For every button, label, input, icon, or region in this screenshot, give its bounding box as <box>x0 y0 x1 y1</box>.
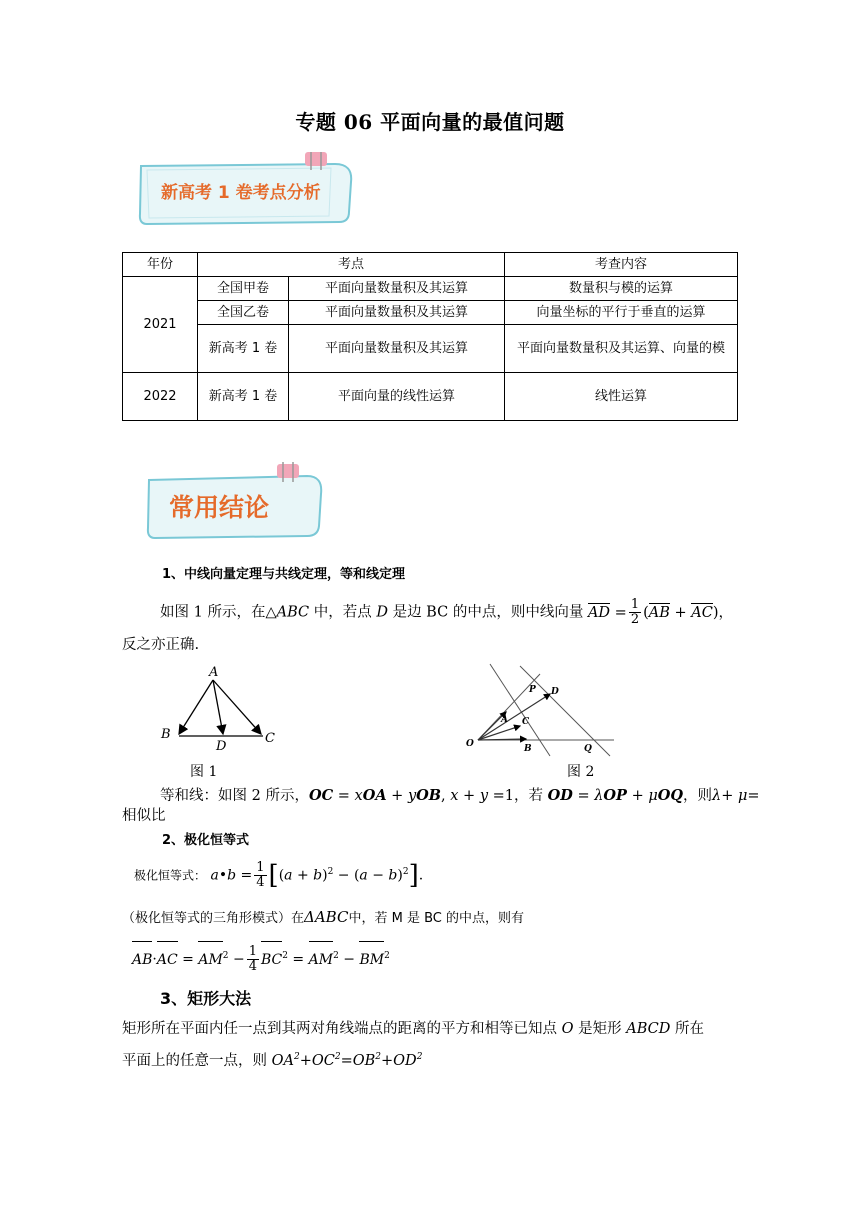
exam-analysis-table <box>122 252 738 421</box>
cell-point: 平面向量数量积及其运算 <box>289 325 505 373</box>
cell-content: 向量坐标的平行于垂直的运算 <box>505 301 738 325</box>
label-C: C <box>265 731 275 746</box>
text: 极化恒等式： <box>134 868 207 883</box>
th-content: 考查内容 <box>505 253 738 277</box>
figure-2-equal-sum-lines <box>460 660 620 760</box>
triangle-mode-paragraph: （极化恒等式的三角形模式）在ΔABC中，若 M 是 BC 的中点，则有 <box>122 908 524 926</box>
th-point: 考点 <box>198 253 505 277</box>
text: 平面上的任意一点，则 <box>122 1052 272 1069</box>
label-P: P <box>529 685 536 695</box>
table-row <box>123 325 738 373</box>
banner-text: 新高考 1 卷考点分析 <box>161 183 321 203</box>
banner-text: 常用结论 <box>169 493 270 522</box>
label-Q: Q <box>584 744 592 754</box>
section-banner-exam-analysis <box>135 152 357 228</box>
figure-1-triangle <box>155 664 285 754</box>
label-C: C <box>522 717 530 727</box>
collinear-formula: OC = xOA + yOB, x + y =1 <box>308 787 515 804</box>
similarity-ratio: 相似比 <box>122 808 166 824</box>
triangle-mode-formula: $AB\cdot AC = AM^2$ − $\frac{1}{4}$ $BC^2 = AM^2 - BM^2$ <box>132 936 390 980</box>
rectangle-formula-line <box>122 1046 422 1072</box>
table-row <box>123 301 738 325</box>
page-title: 专题 06 平面向量的最值问题 <box>295 110 565 134</box>
rectangle-formula: $OA^2+OC^2=OB^2+OD^2$ <box>271 1052 423 1069</box>
label-D: D <box>551 687 559 697</box>
figure-1-caption: 图 1 <box>190 764 218 780</box>
cell-year: 2022 <box>123 373 198 421</box>
text: 所在 <box>670 1021 704 1037</box>
median-vector-formula: AD = $\frac{1}{2}$ (AB + AC)， <box>587 597 734 627</box>
text: 是矩形 <box>573 1021 627 1037</box>
lambda-mu-formula: OD = λOP + μOQ <box>547 787 684 804</box>
text: ABCD <box>626 1021 671 1037</box>
cell-exam: 全国乙卷 <box>198 301 289 325</box>
label-A: A <box>501 715 508 725</box>
polarization-identity: 极化恒等式： a•b = $\frac{1}{4}$ $[(a + b)^2 - (a - b)^2]$. <box>134 860 424 891</box>
converse-note: 反之亦正确. <box>122 637 200 653</box>
text: 中，若 M 是 BC 的中点，则有 <box>348 911 524 926</box>
text: 等和线：如图 2 所示， <box>160 788 309 804</box>
cell-content: 数量积与模的运算 <box>505 277 738 301</box>
label-O: O <box>466 739 474 749</box>
figure-2-caption: 图 2 <box>567 764 595 780</box>
text: 如图 1 所示，在△ <box>160 604 277 621</box>
median-vector-paragraph <box>160 598 760 627</box>
section-heading-2: 2、极化恒等式 <box>162 833 250 848</box>
table-row <box>123 373 738 421</box>
cell-year: 2021 <box>123 277 198 373</box>
equal-sum-line-paragraph <box>160 785 780 807</box>
cell-point: 平面向量数量积及其运算 <box>289 277 505 301</box>
text: ，则 <box>683 788 713 804</box>
section-banner-conclusions <box>145 462 327 540</box>
section-heading-1: 1、中线向量定理与共线定理，等和线定理 <box>162 567 406 582</box>
table-header-row <box>123 253 738 277</box>
text: O <box>561 1021 574 1037</box>
label-A: A <box>209 665 219 680</box>
text: 中，若点 <box>309 604 377 621</box>
label-D: D <box>216 739 227 754</box>
section-heading-3: 3、矩形大法 <box>160 989 252 1008</box>
text: ，若 <box>514 788 548 804</box>
cell-point: 平面向量的线性运算 <box>289 373 505 421</box>
text: （极化恒等式的三角形模式）在 <box>122 911 305 926</box>
text: D <box>376 604 388 621</box>
cell-exam: 新高考 1 卷 <box>198 373 289 421</box>
th-year: 年份 <box>123 253 198 277</box>
text: 是边 BC 的中点，则中线向量 <box>387 604 584 621</box>
cell-content: 线性运算 <box>505 373 738 421</box>
rectangle-paragraph <box>122 1018 742 1040</box>
cell-exam: 新高考 1 卷 <box>198 325 289 373</box>
table-row <box>123 277 738 301</box>
lambda-plus-mu: λ+ μ= <box>712 788 760 804</box>
label-B: B <box>524 744 532 754</box>
cell-exam: 全国甲卷 <box>198 277 289 301</box>
text: ABC <box>276 604 310 621</box>
cell-point: 平面向量数量积及其运算 <box>289 301 505 325</box>
cell-content: 平面向量数量积及其运算、向量的模 <box>505 325 738 373</box>
label-B: B <box>161 727 171 742</box>
text: 矩形所在平面内任一点到其两对角线端点的距离的平方和相等已知点 <box>122 1021 562 1037</box>
